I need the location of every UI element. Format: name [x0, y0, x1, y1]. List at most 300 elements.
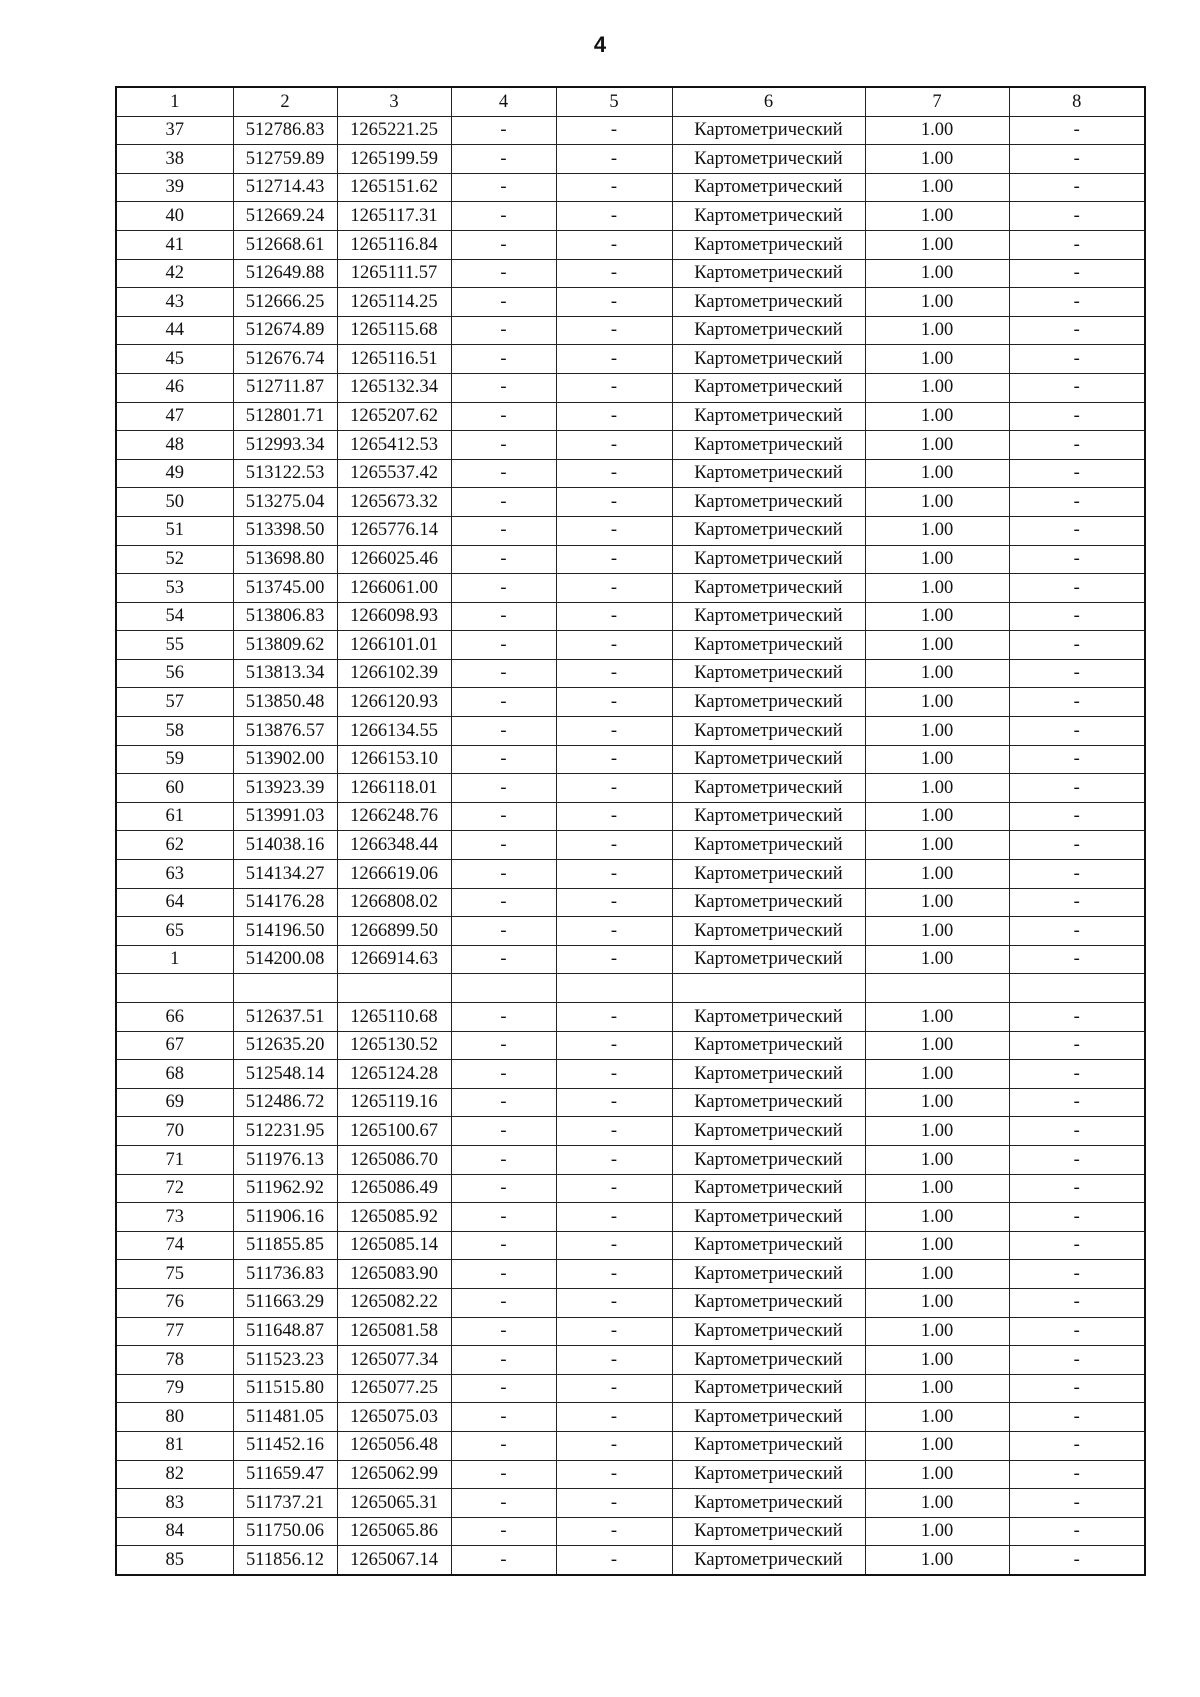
accuracy-cell: 1.00	[865, 1174, 1009, 1203]
method-cell: Картометрический	[672, 259, 865, 288]
col8-cell: -	[1009, 574, 1145, 603]
col4-cell: -	[451, 230, 556, 259]
accuracy-cell: 1.00	[865, 1346, 1009, 1375]
accuracy-cell: 1.00	[865, 602, 1009, 631]
col8-cell: -	[1009, 116, 1145, 145]
method-cell: Картометрический	[672, 774, 865, 803]
table-row	[116, 373, 1145, 402]
col5-cell: -	[556, 431, 672, 460]
col8-cell: -	[1009, 1174, 1145, 1203]
table-row	[116, 1403, 1145, 1432]
point-number-cell: 49	[116, 459, 233, 488]
x-coordinate-cell: 511452.16	[233, 1431, 337, 1460]
y-coordinate-cell: 1265077.25	[337, 1374, 451, 1403]
x-coordinate-cell: 512993.34	[233, 431, 337, 460]
accuracy-cell: 1.00	[865, 259, 1009, 288]
accuracy-cell: 1.00	[865, 230, 1009, 259]
y-coordinate-cell: 1266025.46	[337, 545, 451, 574]
col8-cell: -	[1009, 173, 1145, 202]
col8-cell: -	[1009, 631, 1145, 660]
column-header: 7	[865, 87, 1009, 116]
col4-cell: -	[451, 345, 556, 374]
table-row	[116, 345, 1145, 374]
col8-cell: -	[1009, 316, 1145, 345]
point-number-cell: 60	[116, 774, 233, 803]
table-row	[116, 1288, 1145, 1317]
x-coordinate-cell: 513806.83	[233, 602, 337, 631]
method-cell: Картометрический	[672, 745, 865, 774]
col8-cell: -	[1009, 1431, 1145, 1460]
col5-cell: -	[556, 1145, 672, 1174]
col4-cell: -	[451, 459, 556, 488]
col4-cell: -	[451, 1431, 556, 1460]
header-row	[116, 87, 1145, 116]
col5-cell: -	[556, 1288, 672, 1317]
point-number-cell: 63	[116, 860, 233, 889]
point-number-cell: 54	[116, 602, 233, 631]
method-cell: Картометрический	[672, 345, 865, 374]
y-coordinate-cell: 1266153.10	[337, 745, 451, 774]
point-number-cell: 77	[116, 1317, 233, 1346]
col5-cell: -	[556, 917, 672, 946]
col4-cell: -	[451, 860, 556, 889]
col5-cell: -	[556, 1431, 672, 1460]
col4-cell: -	[451, 631, 556, 660]
x-coordinate-cell: 512676.74	[233, 345, 337, 374]
col8-cell: -	[1009, 516, 1145, 545]
col4-cell: -	[451, 202, 556, 231]
col4-cell: -	[451, 1003, 556, 1032]
accuracy-cell: 1.00	[865, 488, 1009, 517]
point-number-cell: 55	[116, 631, 233, 660]
col5-cell: -	[556, 402, 672, 431]
col4-cell: -	[451, 259, 556, 288]
col5-cell: -	[556, 688, 672, 717]
y-coordinate-cell: 1265116.84	[337, 230, 451, 259]
col5-cell: -	[556, 860, 672, 889]
col4-cell: -	[451, 602, 556, 631]
col8-cell: -	[1009, 831, 1145, 860]
point-number-cell: 38	[116, 145, 233, 174]
accuracy-cell: 1.00	[865, 459, 1009, 488]
x-coordinate-cell: 511659.47	[233, 1460, 337, 1489]
method-cell: Картометрический	[672, 373, 865, 402]
method-cell: Картометрический	[672, 860, 865, 889]
col8-cell: -	[1009, 1003, 1145, 1032]
point-number-cell: 37	[116, 116, 233, 145]
accuracy-cell: 1.00	[865, 888, 1009, 917]
col8-cell: -	[1009, 1317, 1145, 1346]
table-row	[116, 888, 1145, 917]
y-coordinate-cell: 1265673.32	[337, 488, 451, 517]
col5-cell: -	[556, 1174, 672, 1203]
col8-cell: -	[1009, 259, 1145, 288]
accuracy-cell: 1.00	[865, 1031, 1009, 1060]
table-row	[116, 1374, 1145, 1403]
x-coordinate-cell: 512786.83	[233, 116, 337, 145]
col4-cell: -	[451, 802, 556, 831]
y-coordinate-cell: 1265151.62	[337, 173, 451, 202]
table-row	[116, 545, 1145, 574]
y-coordinate-cell: 1265776.14	[337, 516, 451, 545]
y-coordinate-cell: 1265065.86	[337, 1517, 451, 1546]
x-coordinate-cell: 512635.20	[233, 1031, 337, 1060]
x-coordinate-cell: 512486.72	[233, 1088, 337, 1117]
point-number-cell: 51	[116, 516, 233, 545]
point-number-cell	[116, 974, 233, 1003]
method-cell: Картометрический	[672, 574, 865, 603]
col5-cell: -	[556, 1517, 672, 1546]
y-coordinate-cell: 1265062.99	[337, 1460, 451, 1489]
col8-cell: -	[1009, 945, 1145, 974]
col8-cell: -	[1009, 373, 1145, 402]
accuracy-cell: 1.00	[865, 173, 1009, 202]
x-coordinate-cell: 511976.13	[233, 1145, 337, 1174]
col5-cell: -	[556, 1031, 672, 1060]
point-number-cell: 1	[116, 945, 233, 974]
col4-cell: -	[451, 1517, 556, 1546]
method-cell: Картометрический	[672, 917, 865, 946]
col4-cell: -	[451, 1088, 556, 1117]
x-coordinate-cell: 513991.03	[233, 802, 337, 831]
accuracy-cell: 1.00	[865, 1374, 1009, 1403]
x-coordinate-cell: 511523.23	[233, 1346, 337, 1375]
x-coordinate-cell: 511736.83	[233, 1260, 337, 1289]
col5-cell: -	[556, 774, 672, 803]
x-coordinate-cell: 513813.34	[233, 659, 337, 688]
point-number-cell: 73	[116, 1203, 233, 1232]
table-row	[116, 688, 1145, 717]
point-number-cell: 39	[116, 173, 233, 202]
x-coordinate-cell: 512801.71	[233, 402, 337, 431]
accuracy-cell: 1.00	[865, 659, 1009, 688]
column-header: 3	[337, 87, 451, 116]
col8-cell: -	[1009, 431, 1145, 460]
table-row	[116, 802, 1145, 831]
col4-cell: -	[451, 1031, 556, 1060]
col4-cell: -	[451, 488, 556, 517]
x-coordinate-cell: 511648.87	[233, 1317, 337, 1346]
col5-cell: -	[556, 1003, 672, 1032]
method-cell: Картометрический	[672, 1517, 865, 1546]
x-coordinate-cell: 513876.57	[233, 717, 337, 746]
x-coordinate-cell: 512714.43	[233, 173, 337, 202]
x-coordinate-cell	[233, 974, 337, 1003]
col4-cell: -	[451, 316, 556, 345]
col8-cell: -	[1009, 774, 1145, 803]
method-cell: Картометрический	[672, 402, 865, 431]
col8-cell: -	[1009, 145, 1145, 174]
method-cell: Картометрический	[672, 688, 865, 717]
col8-cell: -	[1009, 1145, 1145, 1174]
point-number-cell: 76	[116, 1288, 233, 1317]
x-coordinate-cell: 511663.29	[233, 1288, 337, 1317]
x-coordinate-cell: 514134.27	[233, 860, 337, 889]
point-number-cell: 74	[116, 1231, 233, 1260]
y-coordinate-cell: 1266118.01	[337, 774, 451, 803]
col8-cell: -	[1009, 1203, 1145, 1232]
col5-cell: -	[556, 888, 672, 917]
col5-cell: -	[556, 1403, 672, 1432]
x-coordinate-cell: 514200.08	[233, 945, 337, 974]
accuracy-cell: 1.00	[865, 145, 1009, 174]
point-number-cell: 66	[116, 1003, 233, 1032]
point-number-cell: 64	[116, 888, 233, 917]
accuracy-cell: 1.00	[865, 1431, 1009, 1460]
y-coordinate-cell: 1265130.52	[337, 1031, 451, 1060]
method-cell: Картометрический	[672, 802, 865, 831]
accuracy-cell: 1.00	[865, 631, 1009, 660]
col4-cell: -	[451, 1145, 556, 1174]
method-cell: Картометрический	[672, 1203, 865, 1232]
method-cell: Картометрический	[672, 1317, 865, 1346]
col4-cell: -	[451, 717, 556, 746]
point-number-cell: 57	[116, 688, 233, 717]
col5-cell: -	[556, 745, 672, 774]
coordinates-table	[115, 86, 1146, 1576]
accuracy-cell: 1.00	[865, 202, 1009, 231]
y-coordinate-cell: 1265083.90	[337, 1260, 451, 1289]
x-coordinate-cell: 511481.05	[233, 1403, 337, 1432]
table-row	[116, 1117, 1145, 1146]
col8-cell: -	[1009, 1117, 1145, 1146]
x-coordinate-cell: 513745.00	[233, 574, 337, 603]
accuracy-cell: 1.00	[865, 116, 1009, 145]
col4-cell: -	[451, 402, 556, 431]
col5-cell: -	[556, 1374, 672, 1403]
column-header: 2	[233, 87, 337, 116]
point-number-cell: 83	[116, 1489, 233, 1518]
method-cell: Картометрический	[672, 116, 865, 145]
x-coordinate-cell: 513850.48	[233, 688, 337, 717]
col5-cell: -	[556, 717, 672, 746]
col4-cell: -	[451, 1288, 556, 1317]
y-coordinate-cell: 1266102.39	[337, 659, 451, 688]
table-row	[116, 145, 1145, 174]
table-row	[116, 459, 1145, 488]
x-coordinate-cell: 512649.88	[233, 259, 337, 288]
accuracy-cell: 1.00	[865, 745, 1009, 774]
point-number-cell: 84	[116, 1517, 233, 1546]
col5-cell: -	[556, 1203, 672, 1232]
accuracy-cell: 1.00	[865, 1003, 1009, 1032]
y-coordinate-cell: 1265075.03	[337, 1403, 451, 1432]
method-cell: Картометрический	[672, 1374, 865, 1403]
x-coordinate-cell: 513275.04	[233, 488, 337, 517]
table-row	[116, 288, 1145, 317]
col5-cell: -	[556, 802, 672, 831]
x-coordinate-cell: 513398.50	[233, 516, 337, 545]
x-coordinate-cell: 514038.16	[233, 831, 337, 860]
col4-cell: -	[451, 745, 556, 774]
table-row	[116, 402, 1145, 431]
col5-cell: -	[556, 1546, 672, 1575]
col5-cell: -	[556, 659, 672, 688]
point-number-cell: 58	[116, 717, 233, 746]
col5-cell: -	[556, 1260, 672, 1289]
y-coordinate-cell: 1265117.31	[337, 202, 451, 231]
accuracy-cell: 1.00	[865, 1117, 1009, 1146]
y-coordinate-cell: 1265124.28	[337, 1060, 451, 1089]
col4-cell: -	[451, 774, 556, 803]
column-header: 6	[672, 87, 865, 116]
method-cell: Картометрический	[672, 1431, 865, 1460]
y-coordinate-cell: 1266134.55	[337, 717, 451, 746]
y-coordinate-cell: 1265077.34	[337, 1346, 451, 1375]
table-row	[116, 1060, 1145, 1089]
table-row	[116, 1088, 1145, 1117]
y-coordinate-cell: 1266061.00	[337, 574, 451, 603]
table-row	[116, 431, 1145, 460]
table-row	[116, 1260, 1145, 1289]
x-coordinate-cell: 512666.25	[233, 288, 337, 317]
page-number: 4	[593, 32, 607, 57]
method-cell: Картометрический	[672, 1546, 865, 1575]
y-coordinate-cell: 1265085.92	[337, 1203, 451, 1232]
y-coordinate-cell: 1266899.50	[337, 917, 451, 946]
accuracy-cell: 1.00	[865, 1260, 1009, 1289]
method-cell: Картометрический	[672, 230, 865, 259]
accuracy-cell: 1.00	[865, 917, 1009, 946]
col4-cell: -	[451, 1203, 556, 1232]
point-number-cell: 79	[116, 1374, 233, 1403]
col8-cell: -	[1009, 1031, 1145, 1060]
table-row	[116, 316, 1145, 345]
accuracy-cell: 1.00	[865, 717, 1009, 746]
table-header	[116, 87, 1145, 116]
accuracy-cell: 1.00	[865, 1546, 1009, 1575]
col4-cell: -	[451, 1403, 556, 1432]
col4-cell: -	[451, 288, 556, 317]
x-coordinate-cell: 513698.80	[233, 545, 337, 574]
col5-cell: -	[556, 831, 672, 860]
col5-cell: -	[556, 345, 672, 374]
col8-cell: -	[1009, 345, 1145, 374]
col8-cell: -	[1009, 1346, 1145, 1375]
y-coordinate-cell: 1265412.53	[337, 431, 451, 460]
y-coordinate-cell: 1266808.02	[337, 888, 451, 917]
col8-cell: -	[1009, 288, 1145, 317]
col4-cell: -	[451, 1374, 556, 1403]
y-coordinate-cell: 1265132.34	[337, 373, 451, 402]
point-number-cell: 50	[116, 488, 233, 517]
table-row	[116, 574, 1145, 603]
col5-cell	[556, 974, 672, 1003]
col5-cell: -	[556, 1060, 672, 1089]
col5-cell: -	[556, 288, 672, 317]
col4-cell: -	[451, 431, 556, 460]
table-row	[116, 831, 1145, 860]
y-coordinate-cell: 1265056.48	[337, 1431, 451, 1460]
accuracy-cell: 1.00	[865, 402, 1009, 431]
y-coordinate-cell: 1265086.70	[337, 1145, 451, 1174]
method-cell: Картометрический	[672, 1403, 865, 1432]
point-number-cell: 52	[116, 545, 233, 574]
point-number-cell: 70	[116, 1117, 233, 1146]
point-number-cell: 81	[116, 1431, 233, 1460]
col8-cell: -	[1009, 1231, 1145, 1260]
point-number-cell: 72	[116, 1174, 233, 1203]
col4-cell: -	[451, 545, 556, 574]
point-number-cell: 47	[116, 402, 233, 431]
point-number-cell: 42	[116, 259, 233, 288]
method-cell: Картометрический	[672, 888, 865, 917]
column-header: 8	[1009, 87, 1145, 116]
table-row	[116, 1431, 1145, 1460]
accuracy-cell: 1.00	[865, 516, 1009, 545]
col4-cell: -	[451, 145, 556, 174]
point-number-cell: 45	[116, 345, 233, 374]
point-number-cell: 75	[116, 1260, 233, 1289]
method-cell: Картометрический	[672, 1145, 865, 1174]
col8-cell: -	[1009, 917, 1145, 946]
y-coordinate-cell: 1265119.16	[337, 1088, 451, 1117]
table-row	[116, 917, 1145, 946]
table-row	[116, 116, 1145, 145]
y-coordinate-cell: 1265065.31	[337, 1489, 451, 1518]
y-coordinate-cell: 1266120.93	[337, 688, 451, 717]
table-row	[116, 1317, 1145, 1346]
col4-cell: -	[451, 659, 556, 688]
y-coordinate-cell: 1265082.22	[337, 1288, 451, 1317]
col4-cell: -	[451, 917, 556, 946]
accuracy-cell: 1.00	[865, 345, 1009, 374]
point-number-cell: 46	[116, 373, 233, 402]
table-row	[116, 1031, 1145, 1060]
col8-cell	[1009, 974, 1145, 1003]
table-row	[116, 974, 1145, 1003]
col5-cell: -	[556, 545, 672, 574]
y-coordinate-cell: 1265081.58	[337, 1317, 451, 1346]
y-coordinate-cell: 1266914.63	[337, 945, 451, 974]
accuracy-cell: 1.00	[865, 1060, 1009, 1089]
table-row	[116, 1546, 1145, 1575]
col5-cell: -	[556, 116, 672, 145]
col5-cell: -	[556, 631, 672, 660]
x-coordinate-cell: 513809.62	[233, 631, 337, 660]
col4-cell: -	[451, 831, 556, 860]
y-coordinate-cell: 1266098.93	[337, 602, 451, 631]
accuracy-cell: 1.00	[865, 373, 1009, 402]
col8-cell: -	[1009, 459, 1145, 488]
accuracy-cell: 1.00	[865, 316, 1009, 345]
table-row	[116, 202, 1145, 231]
table-row	[116, 945, 1145, 974]
table-row	[116, 259, 1145, 288]
method-cell: Картометрический	[672, 1031, 865, 1060]
col8-cell: -	[1009, 1374, 1145, 1403]
table-row	[116, 1489, 1145, 1518]
col5-cell: -	[556, 516, 672, 545]
col4-cell: -	[451, 1317, 556, 1346]
y-coordinate-cell: 1265067.14	[337, 1546, 451, 1575]
x-coordinate-cell: 512637.51	[233, 1003, 337, 1032]
col8-cell: -	[1009, 1088, 1145, 1117]
method-cell: Картометрический	[672, 1489, 865, 1518]
table-row	[116, 1145, 1145, 1174]
x-coordinate-cell: 511962.92	[233, 1174, 337, 1203]
col5-cell: -	[556, 488, 672, 517]
col8-cell: -	[1009, 1288, 1145, 1317]
method-cell: Картометрический	[672, 1003, 865, 1032]
col5-cell: -	[556, 230, 672, 259]
x-coordinate-cell: 514176.28	[233, 888, 337, 917]
y-coordinate-cell: 1265085.14	[337, 1231, 451, 1260]
method-cell: Картометрический	[672, 173, 865, 202]
y-coordinate-cell: 1265114.25	[337, 288, 451, 317]
x-coordinate-cell: 512711.87	[233, 373, 337, 402]
x-coordinate-cell: 511750.06	[233, 1517, 337, 1546]
